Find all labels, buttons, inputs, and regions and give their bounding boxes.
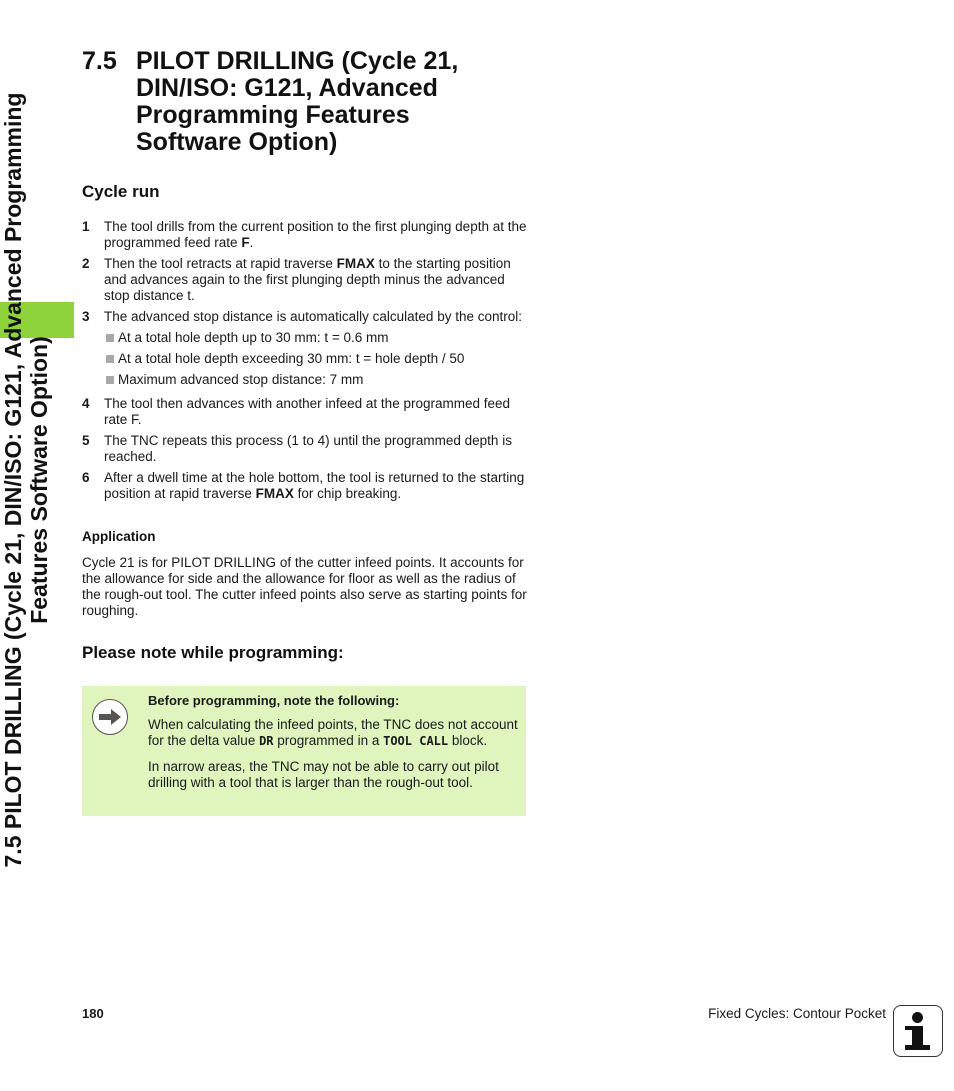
section-number: 7.5	[82, 47, 117, 75]
square-bullet-icon	[106, 334, 114, 342]
stop-distance-list	[104, 330, 527, 388]
step-text-end: .	[249, 235, 254, 250]
step-keyword: FMAX	[255, 486, 294, 501]
side-title-line-1: 7.5 PILOT DRILLING (Cycle 21, DIN/ISO: G121, Advanced Programming	[0, 92, 26, 868]
step-item	[82, 396, 527, 428]
step-text: The TNC repeats this process (1 to 4) until the programmed depth is reached.	[104, 433, 512, 464]
info-icon	[893, 1005, 943, 1057]
cycle-run-steps	[82, 219, 527, 507]
info-icon-stem	[912, 1026, 923, 1047]
step-text: The tool drills from the current position to the first plunging depth at the programmed feed rate	[104, 219, 527, 250]
side-running-title	[0, 50, 80, 910]
square-bullet-icon	[106, 376, 114, 384]
title-line-1: PILOT DRILLING (Cycle 21,	[136, 47, 459, 75]
note-title: Before programming, note the following:	[148, 693, 400, 708]
code-tool-call: TOOL CALL	[383, 734, 449, 748]
bullet-text: At a total hole depth exceeding 30 mm: t = hole depth / 50	[118, 351, 465, 366]
note-text: block.	[448, 733, 488, 748]
cycle-run-heading: Cycle run	[82, 182, 160, 201]
title-line-3: Programming Features	[136, 101, 410, 129]
application-heading: Application	[82, 529, 156, 544]
step-number: 3	[82, 309, 90, 324]
step-item	[82, 256, 527, 304]
step-text-end: to the starting position and advances again to the first plunging depth minus the advanced stop distance t.	[104, 256, 511, 303]
arrow-right-icon	[92, 699, 128, 735]
step-text-end: for chip breaking.	[293, 486, 402, 501]
page-title	[82, 48, 542, 156]
step-number: 2	[82, 256, 90, 271]
step-number: 5	[82, 433, 90, 448]
note-paragraph-1	[148, 717, 518, 749]
chapter-title: Fixed Cycles: Contour Pocket	[708, 1006, 886, 1021]
step-text: After a dwell time at the hole bottom, the tool is returned to the starting position at rapid traverse	[104, 470, 525, 501]
application-text: Cycle 21 is for PILOT DRILLING of the cutter infeed points. It accounts for the allowance for side and the allowance for floor as well as the radius of the rough-out tool. The cutter infeed points also serve as starting points for roughing.	[82, 555, 527, 618]
step-keyword: F	[241, 235, 250, 250]
note-body	[148, 693, 518, 801]
step-number: 6	[82, 470, 90, 485]
step-item	[82, 309, 527, 388]
page-number: 180	[82, 1006, 104, 1021]
side-title-line-2: Features Software Option)	[26, 336, 52, 624]
title-line-4: Software Option)	[136, 128, 338, 156]
note-box	[82, 686, 526, 816]
note-text: When calculating the infeed points, the TNC does not account for the delta value	[148, 717, 518, 748]
bullet-text: Maximum advanced stop distance: 7 mm	[118, 372, 364, 387]
bullet-text: At a total hole depth up to 30 mm: t = 0.6 mm	[118, 330, 389, 345]
info-icon-dot	[912, 1012, 923, 1023]
step-item	[82, 433, 527, 465]
step-text: The advanced stop distance is automatically calculated by the control:	[104, 309, 522, 324]
notes-heading: Please note while programming:	[82, 643, 344, 662]
code-dr: DR	[259, 734, 274, 748]
step-item	[82, 470, 527, 502]
note-paragraph-2: In narrow areas, the TNC may not be able to carry out pilot drilling with a tool that is larger than the rough-out tool.	[148, 759, 499, 790]
step-number: 4	[82, 396, 90, 411]
step-item	[82, 219, 527, 251]
info-icon-base	[905, 1045, 930, 1050]
list-item	[104, 372, 527, 388]
list-item	[104, 330, 527, 346]
step-text: Then the tool retracts at rapid traverse	[104, 256, 337, 271]
square-bullet-icon	[106, 355, 114, 363]
title-line-2: DIN/ISO: G121, Advanced	[136, 74, 438, 102]
step-keyword: FMAX	[336, 256, 375, 271]
step-number: 1	[82, 219, 90, 234]
note-text: programmed in a	[273, 733, 384, 748]
step-text: The tool then advances with another infeed at the programmed feed rate F.	[104, 396, 511, 427]
list-item	[104, 351, 527, 367]
